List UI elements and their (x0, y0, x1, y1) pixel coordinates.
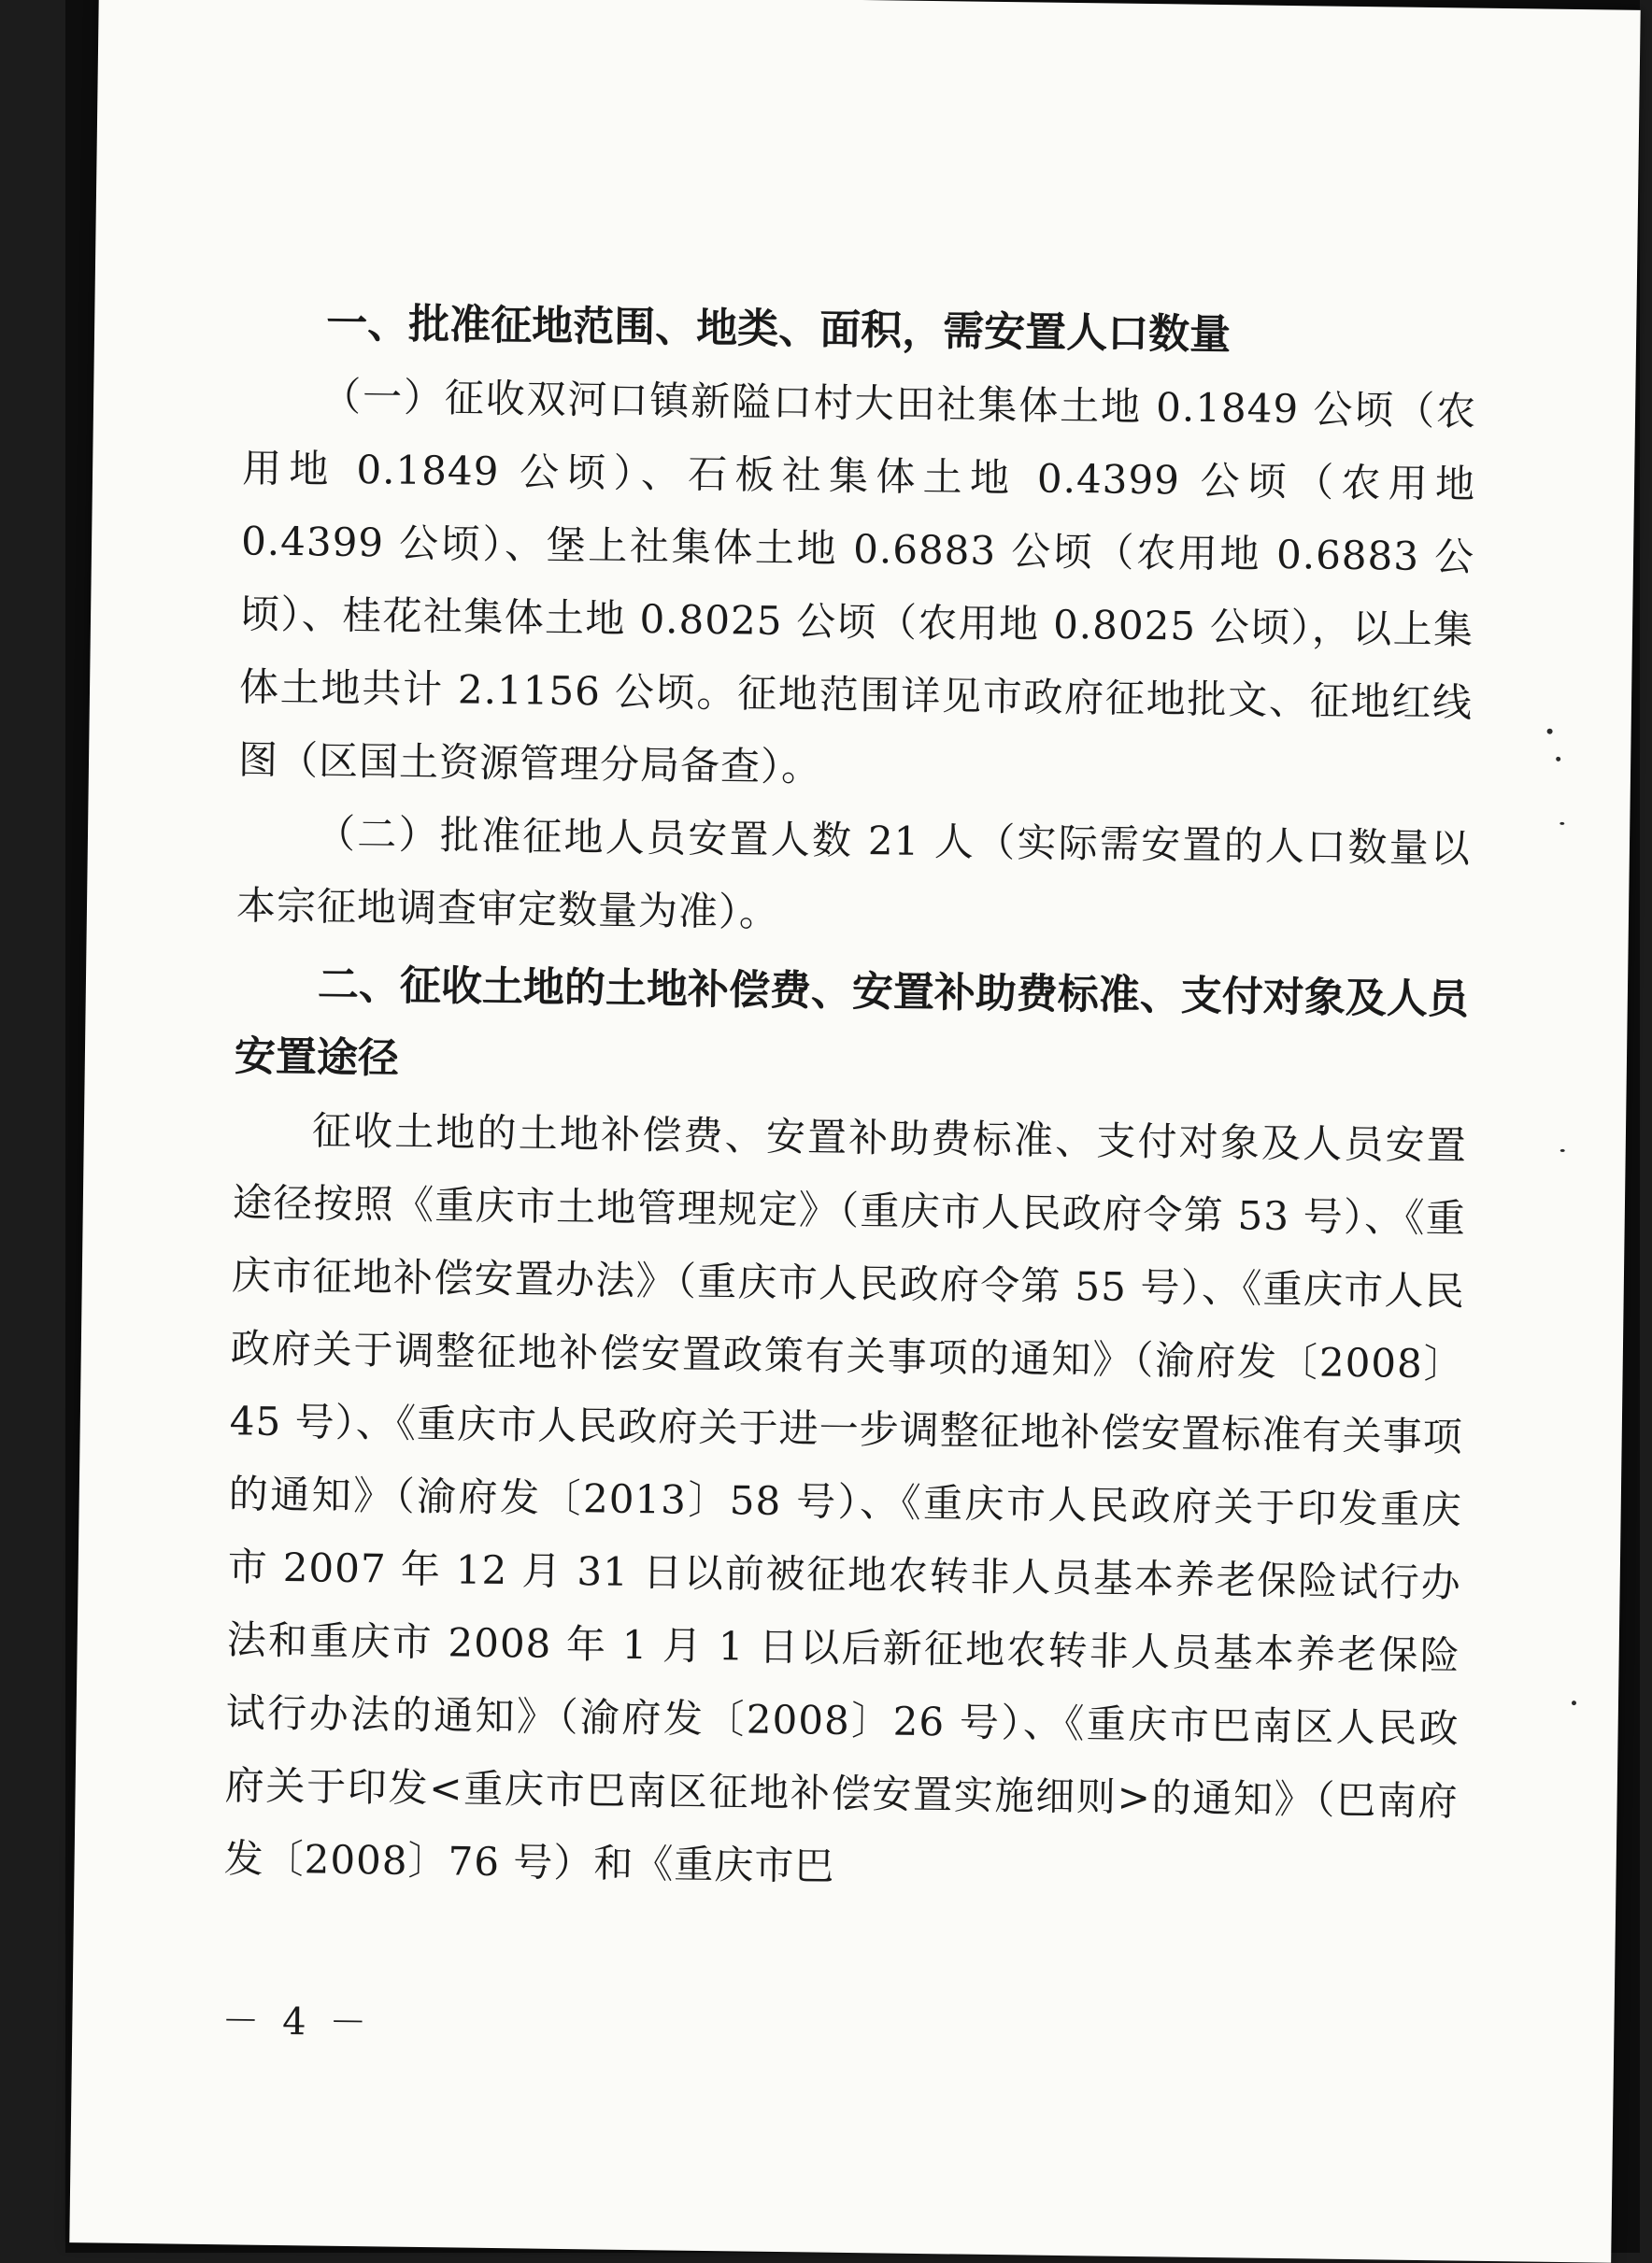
paragraph-3: 征收土地的土地补偿费、安置补助费标准、支付对象及人员安置途径按照《重庆市土地管理规定》（重庆市人民政府令第 53 号）、《重庆市征地补偿安置办法》（重庆市人民政府令第 55 号）、《重庆市人民政府关于调整征地补偿安置政策有关事项的通知》（渝府发〔2008〕45 号）、《重庆市人民政府关于进一步调整征地补偿安置标准有关事项的通知》（渝府发〔2013〕58 号）、《重庆市人民政府关于印发重庆市 2007 年 12 月 31 日以前被征地农转非人员基本养老保险试行办法和重庆市 2008 年 1 月 1 日以后新征地农转非人员基本养老保险试行办法的通知》（渝府发〔2008〕26 号）、《重庆市巴南区人民政府关于印发<重庆市巴南区征地补偿安置实施细则>的通知》（巴南府发〔2008〕76 号）和《重庆市巴 (223, 1107, 1468, 1889)
scan-speck (1560, 1149, 1565, 1152)
page-number: － 4 － (221, 2000, 373, 2045)
scan-speck (1556, 757, 1560, 761)
document-page (69, 0, 1640, 2263)
scan-speck (1572, 1701, 1576, 1705)
section-2-heading: 二、征收土地的土地补偿费、安置补助费标准、支付对象及人员安置途径 (234, 961, 1470, 1083)
document-body (223, 286, 1477, 1911)
section-1-heading: 一、批准征地范围、地类、面积，需安置人口数量 (325, 299, 1232, 360)
paragraph-2: （二）批准征地人员安置人数 21 人（实际需安置的人口数量以本宗征地调查审定数量为准）。 (235, 810, 1472, 935)
paragraph-1: （一）征收双河口镇新隘口村大田社集体土地 0.1849 公顷（农用地 0.1849 公顷）、石板社集体土地 0.4399 公顷（农用地 0.4399 公顷）、堡上社集体土地 0.6883 公顷（农用地 0.6883 公顷）、桂花社集体土地 0.8025 公顷（农用地 0.8025 公顷），以上集体土地共计 2.1156 公顷。征地范围详见市政府征地批文、征地红线图（区国土资源管理分局备查）。 (237, 373, 1477, 790)
scan-speck (1559, 822, 1564, 825)
scan-speck (1547, 729, 1553, 734)
